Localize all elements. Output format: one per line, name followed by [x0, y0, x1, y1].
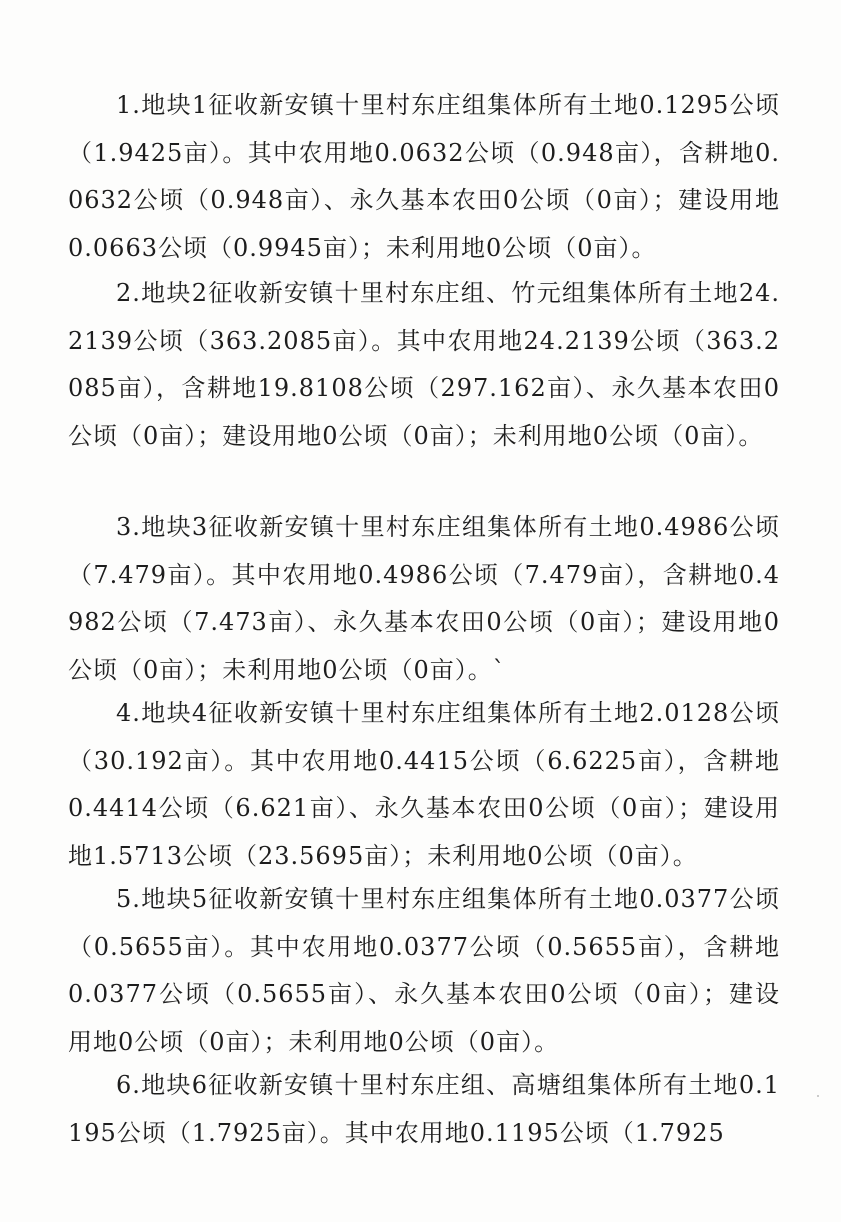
scan-speck [817, 1095, 819, 1097]
paragraph-parcel-4: 4.地块4征收新安镇十里村东庄组集体所有土地2.0128公顷（30.192亩）。其中农用地0.4415公顷（6.6225亩），含耕地0.4414公顷（6.621亩）、永久基本农田0公顷（0亩）；建设用地1.5713公顷（23.5695亩）；未利用地0公顷（0亩）。 [68, 699, 780, 870]
paragraph-parcel-1: 1.地块1征收新安镇十里村东庄组集体所有土地0.1295公顷（1.9425亩）。其中农用地0.0632公顷（0.948亩），含耕地0.0632公顷（0.948亩）、永久基本农田0公顷（0亩）；建设用地0.0663公顷（0.9945亩）；未利用地0公顷（0亩）。 [68, 91, 780, 262]
paragraph-parcel-6: 6.地块6征收新安镇十里村东庄组、高塘组集体所有土地0.1195公顷（1.7925亩）。其中农用地0.1195公顷（1.7925 [68, 1071, 780, 1147]
paragraph-parcel-5: 5.地块5征收新安镇十里村东庄组集体所有土地0.0377公顷（0.5655亩）。其中农用地0.0377公顷（0.5655亩），含耕地0.0377公顷（0.5655亩）、永久基本农田0公顷（0亩）；建设用地0公顷（0亩）；未利用地0公顷（0亩）。 [68, 885, 780, 1056]
paragraph-parcel-2: 2.地块2征收新安镇十里村东庄组、竹元组集体所有土地24.2139公顷（363.2085亩）。其中农用地24.2139公顷（363.2085亩），含耕地19.8108公顷（297.162亩）、永久基本农田0公顷（0亩）；建设用地0公顷（0亩）；未利用地0公顷（0亩）。 [68, 279, 780, 450]
paragraph-parcel-3: 3.地块3征收新安镇十里村东庄组集体所有土地0.4986公顷（7.479亩）。其中农用地0.4986公顷（7.479亩），含耕地0.4982公顷（7.473亩）、永久基本农田0公顷（0亩）；建设用地0公顷（0亩）；未利用地0公顷（0亩）。` [68, 513, 780, 684]
